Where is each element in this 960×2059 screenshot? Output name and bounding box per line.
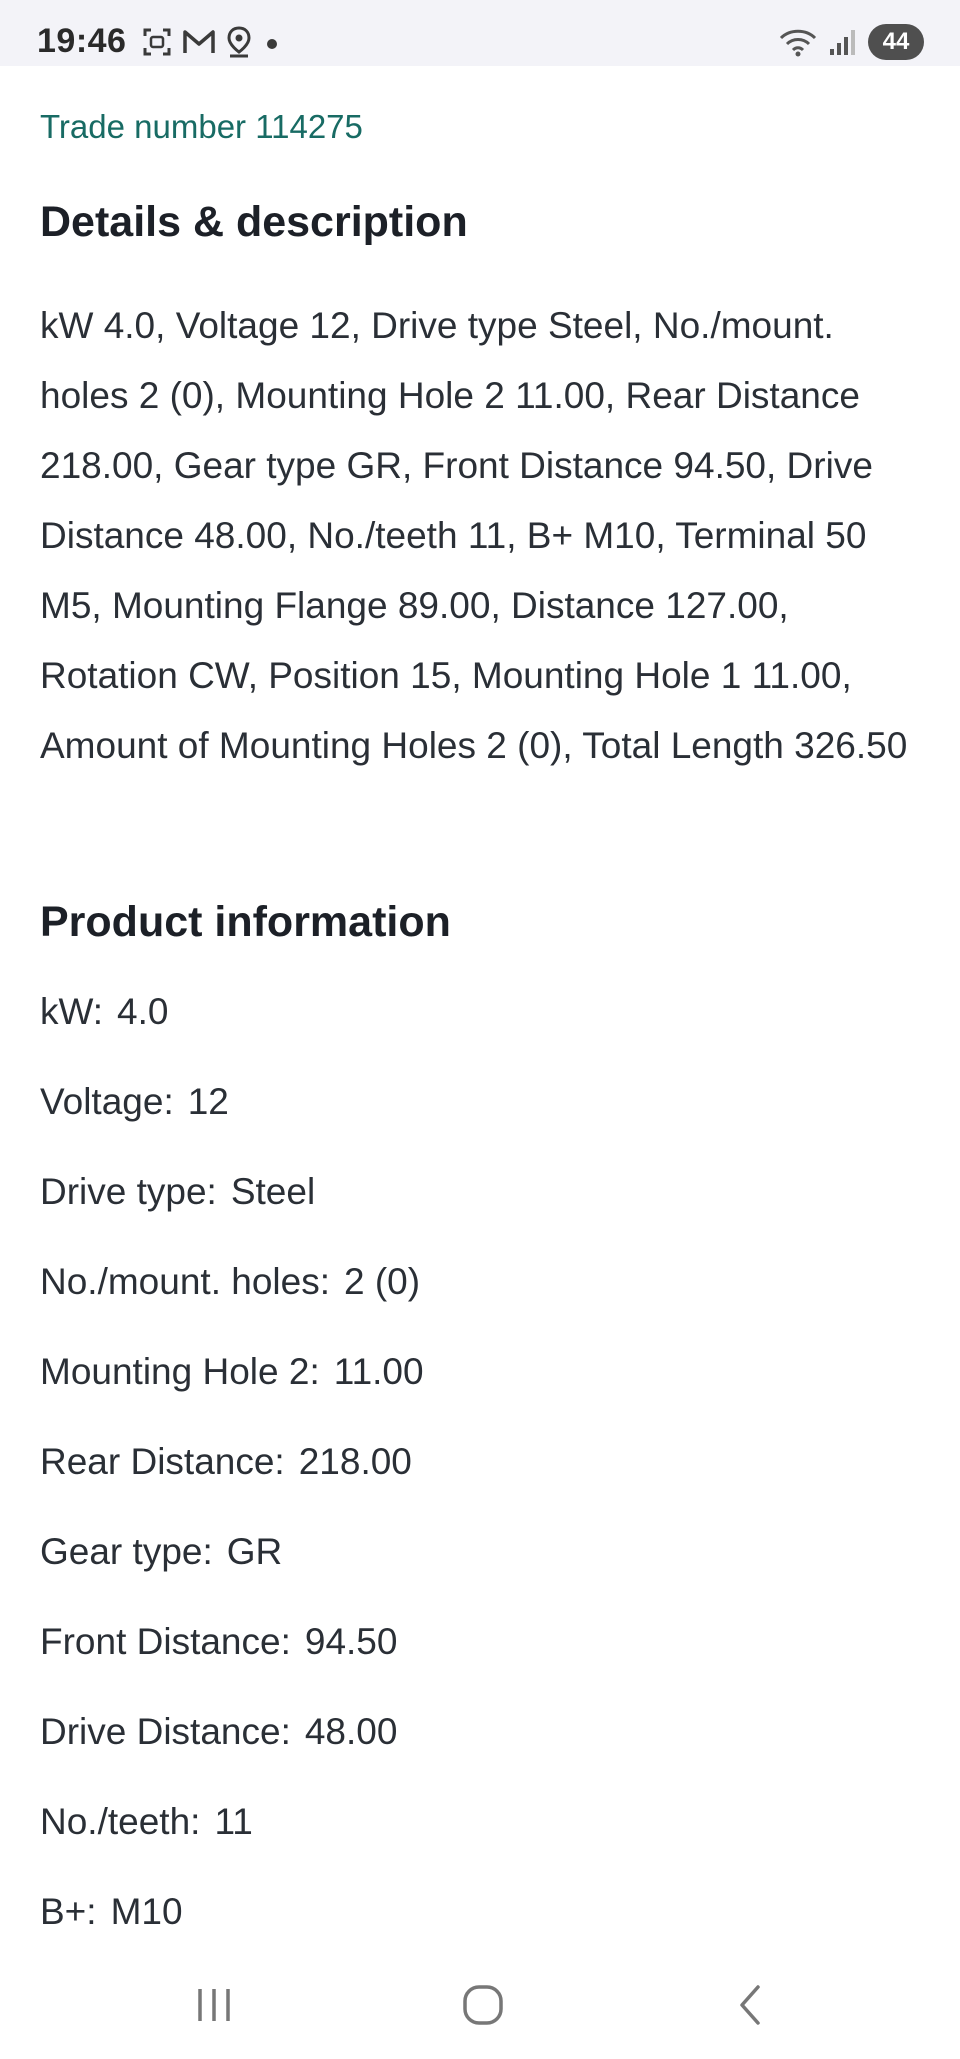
status-bar	[0, 0, 960, 66]
info-row-rear-distance	[40, 1441, 920, 1531]
info-label: Voltage:	[40, 1081, 174, 1122]
recent-apps-button[interactable]	[179, 1975, 249, 2035]
info-value: GR	[226, 1531, 283, 1572]
info-row-gear-type	[40, 1531, 920, 1621]
trade-number: Trade number 114275	[40, 108, 363, 145]
info-value: M10	[110, 1891, 183, 1932]
system-nav-bar	[0, 1945, 960, 2059]
info-row-drive-distance	[40, 1711, 920, 1801]
details-title: Details & description	[40, 198, 468, 246]
info-value: 2 (0)	[343, 1261, 421, 1302]
info-row-teeth	[40, 1801, 920, 1891]
info-label: No./teeth:	[40, 1801, 201, 1842]
info-row-mount-holes	[40, 1261, 920, 1351]
back-icon	[732, 1983, 768, 2027]
info-value: 48.00	[304, 1711, 398, 1752]
info-label: Gear type:	[40, 1531, 213, 1572]
info-value: 4.0	[117, 991, 169, 1032]
wifi-icon	[778, 27, 818, 57]
info-label: Drive Distance:	[40, 1711, 291, 1752]
home-button[interactable]	[448, 1975, 518, 2035]
recent-apps-icon	[192, 1985, 236, 2025]
info-label: kW:	[40, 991, 104, 1032]
back-button[interactable]	[715, 1975, 785, 2035]
info-value: 11.00	[333, 1351, 424, 1392]
product-info-title: Product information	[40, 898, 451, 946]
info-row-voltage	[40, 1081, 920, 1171]
info-value: 12	[187, 1081, 229, 1122]
gmail-icon	[182, 28, 216, 56]
screenshot-icon	[142, 27, 172, 57]
dot-icon	[262, 32, 282, 52]
location-icon	[226, 26, 252, 58]
info-value: 11	[214, 1801, 253, 1842]
info-label: Rear Distance:	[40, 1441, 285, 1482]
signal-icon	[828, 27, 858, 57]
status-icons-right	[778, 22, 924, 62]
status-icons-left	[142, 24, 282, 60]
info-row-kw	[40, 991, 920, 1081]
info-row-mounting-hole-2	[40, 1351, 920, 1441]
info-value: Steel	[230, 1171, 316, 1212]
info-label: Front Distance:	[40, 1621, 291, 1662]
product-info-list	[40, 991, 920, 1981]
info-label: B+:	[40, 1891, 97, 1932]
details-description: kW 4.0, Voltage 12, Drive type Steel, No./mount. holes 2 (0), Mounting Hole 2 11.00, Rear Distance 218.00, Gear type GR, Front Distance 94.50, Drive Distance 48.00, No./teeth 11, B+ M10, Terminal 50 M5, Mounting Flange 89.00, Distance 127.00, Rotation CW, Position 15, Mounting Hole 1 11.00, Amount of Mounting Holes 2 (0), Total Length 326.50	[40, 305, 908, 766]
status-time: 19:46	[37, 22, 127, 60]
info-row-drive-type	[40, 1171, 920, 1261]
battery-indicator: 44	[868, 24, 924, 60]
home-icon	[461, 1983, 505, 2027]
info-label: No./mount. holes:	[40, 1261, 330, 1302]
info-label: Mounting Hole 2:	[40, 1351, 320, 1392]
info-label: Drive type:	[40, 1171, 217, 1212]
info-value: 218.00	[298, 1441, 412, 1482]
info-row-front-distance	[40, 1621, 920, 1711]
info-value: 94.50	[304, 1621, 398, 1662]
